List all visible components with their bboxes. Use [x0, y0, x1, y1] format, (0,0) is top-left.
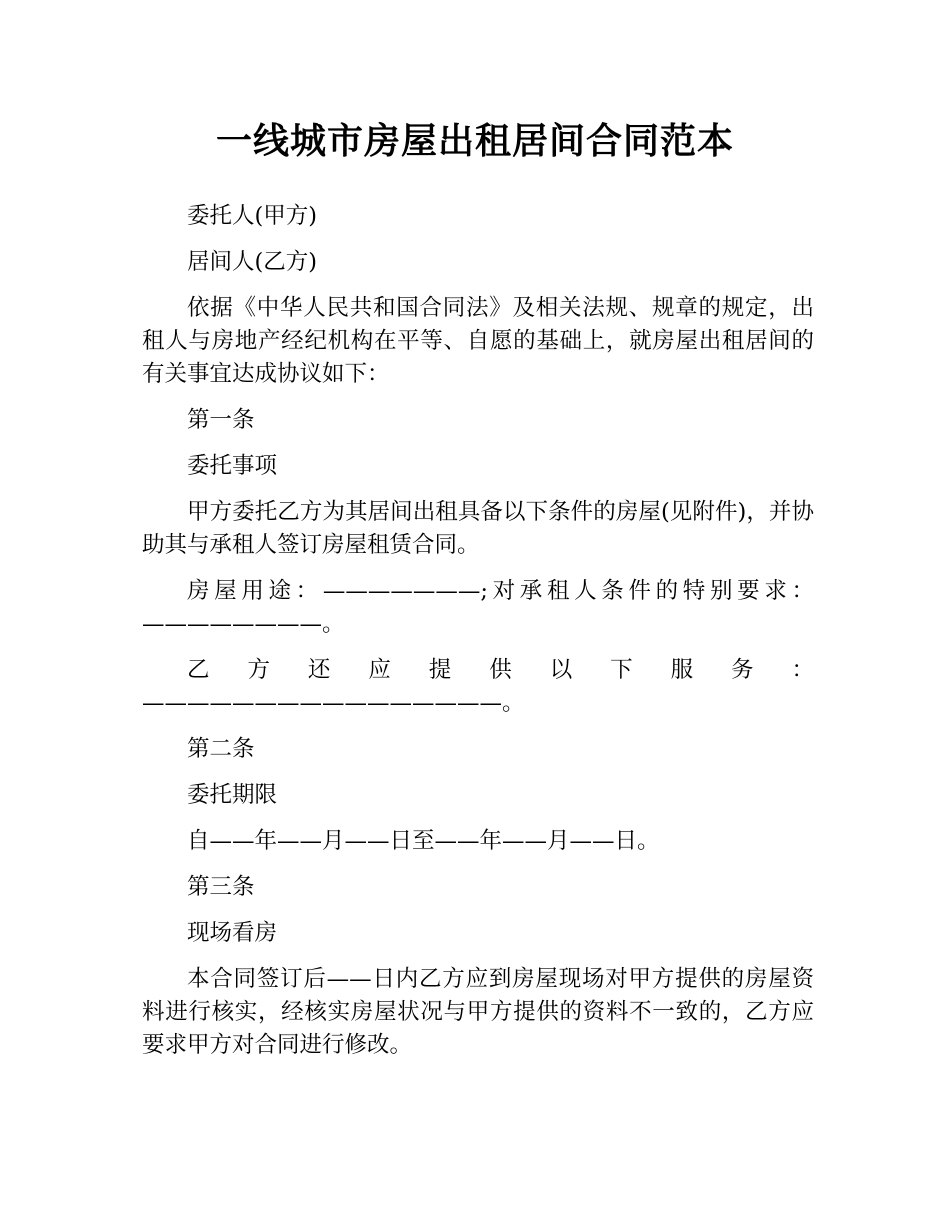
party-b-line: 居间人(乙方) — [187, 249, 318, 275]
house-use-line: 房屋用途：———————;对承租人条件的特别要求：————————。 — [142, 578, 814, 637]
article-1-heading: 第一条 — [187, 407, 255, 433]
article-1-title: 委托事项 — [187, 453, 278, 479]
article-3-paragraph: 本合同签订后——日内乙方应到房屋现场对甲方提供的房屋资料进行核实，经核实房屋状况与甲方提供的资料不一致的，乙方应要求甲方对合同进行修改。 — [142, 966, 814, 1058]
article-3-heading: 第三条 — [187, 874, 255, 900]
document-title: 一线城市房屋出租居间合同范本 — [215, 121, 734, 162]
article-2-heading: 第二条 — [187, 736, 255, 762]
preamble-paragraph: 依据《中华人民共和国合同法》及相关法规、规章的规定，出租人与房地产经纪机构在平等、自愿的基础上，就房屋出租居间的有关事宜达成协议如下： — [142, 295, 814, 387]
article-2-title: 委托期限 — [187, 782, 278, 808]
term-line: 自——年——月——日至——年——月——日。 — [187, 828, 660, 854]
article-3-title: 现场看房 — [187, 920, 278, 946]
document-body — [142, 200, 814, 1075]
article-1-paragraph: 甲方委托乙方为其居间出租具备以下条件的房屋(见附件)，并协助其与承租人签订房屋租赁合同。 — [142, 499, 814, 558]
party-a-line: 委托人(甲方) — [187, 203, 318, 229]
services-line: 乙方还应提供以下服务：————————————————。 — [142, 657, 814, 716]
